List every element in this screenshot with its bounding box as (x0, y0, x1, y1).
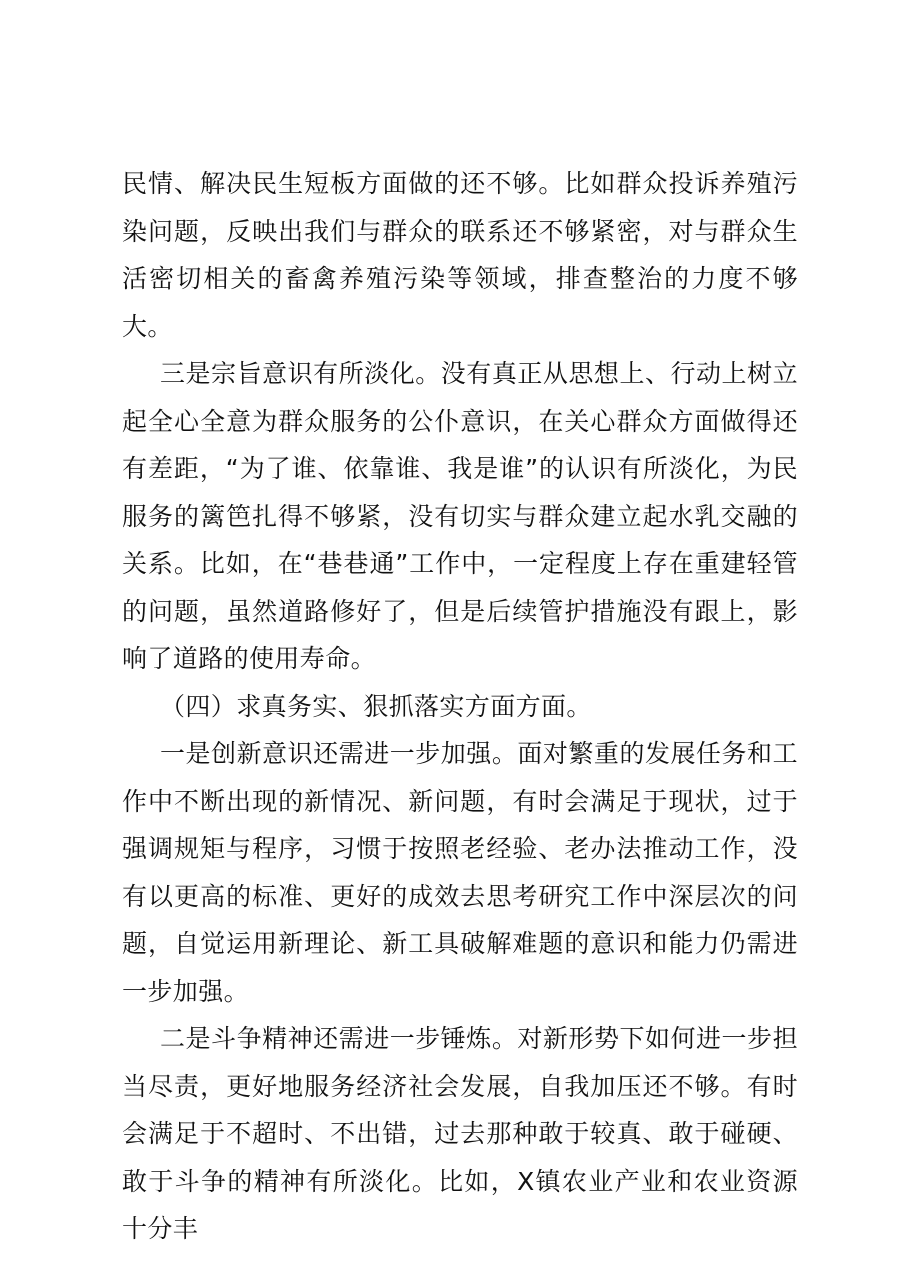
paragraph-struggle-spirit: 二是斗争精神还需进一步锤炼。对新形势下如何进一步担当尽责，更好地服务经济社会发展，自我加压还不够。有时会满足于不超时、不出错，过去那种敢于较真、敢于碰硬、敢于斗争的精神有所淡化。比如，X镇农业产业和农业资源十分丰 (122, 1024, 798, 1243)
document-body (122, 160, 798, 1253)
paragraph-purpose-awareness: 三是宗旨意识有所淡化。没有真正从思想上、行动上树立起全心全意为群众服务的公仆意识，在关心群众方面做得还有差距，“为了谁、依靠谁、我是谁”的认识有所淡化，为民服务的篱笆扎得不够紧，没有切实与群众建立起水乳交融的关系。比如，在“巷巷通”工作中，一定程度上存在重建轻管的问题，虽然道路修好了，但是后续管护措施没有跟上，影响了道路的使用寿命。 (122, 359, 798, 673)
section-heading-four: （四）求真务实、狠抓落实方面方面。 (160, 691, 592, 721)
paragraph-innovation-awareness: 一是创新意识还需进一步加强。面对繁重的发展任务和工作中不断出现的新情况、新问题，有时会满足于现状，过于强调规矩与程序，习惯于按照老经验、老办法推动工作，没有以更高的标准、更好的成效去思考研究工作中深层次的问题，自觉运用新理论、新工具破解难题的意识和能力仍需进一步加强。 (122, 739, 798, 1006)
paragraph-continuation: 民情、解决民生短板方面做的还不够。比如群众投诉养殖污染问题，反映出我们与群众的联系还不够紧密，对与群众生活密切相关的畜禽养殖污染等领域，排查整治的力度不够大。 (122, 169, 798, 341)
